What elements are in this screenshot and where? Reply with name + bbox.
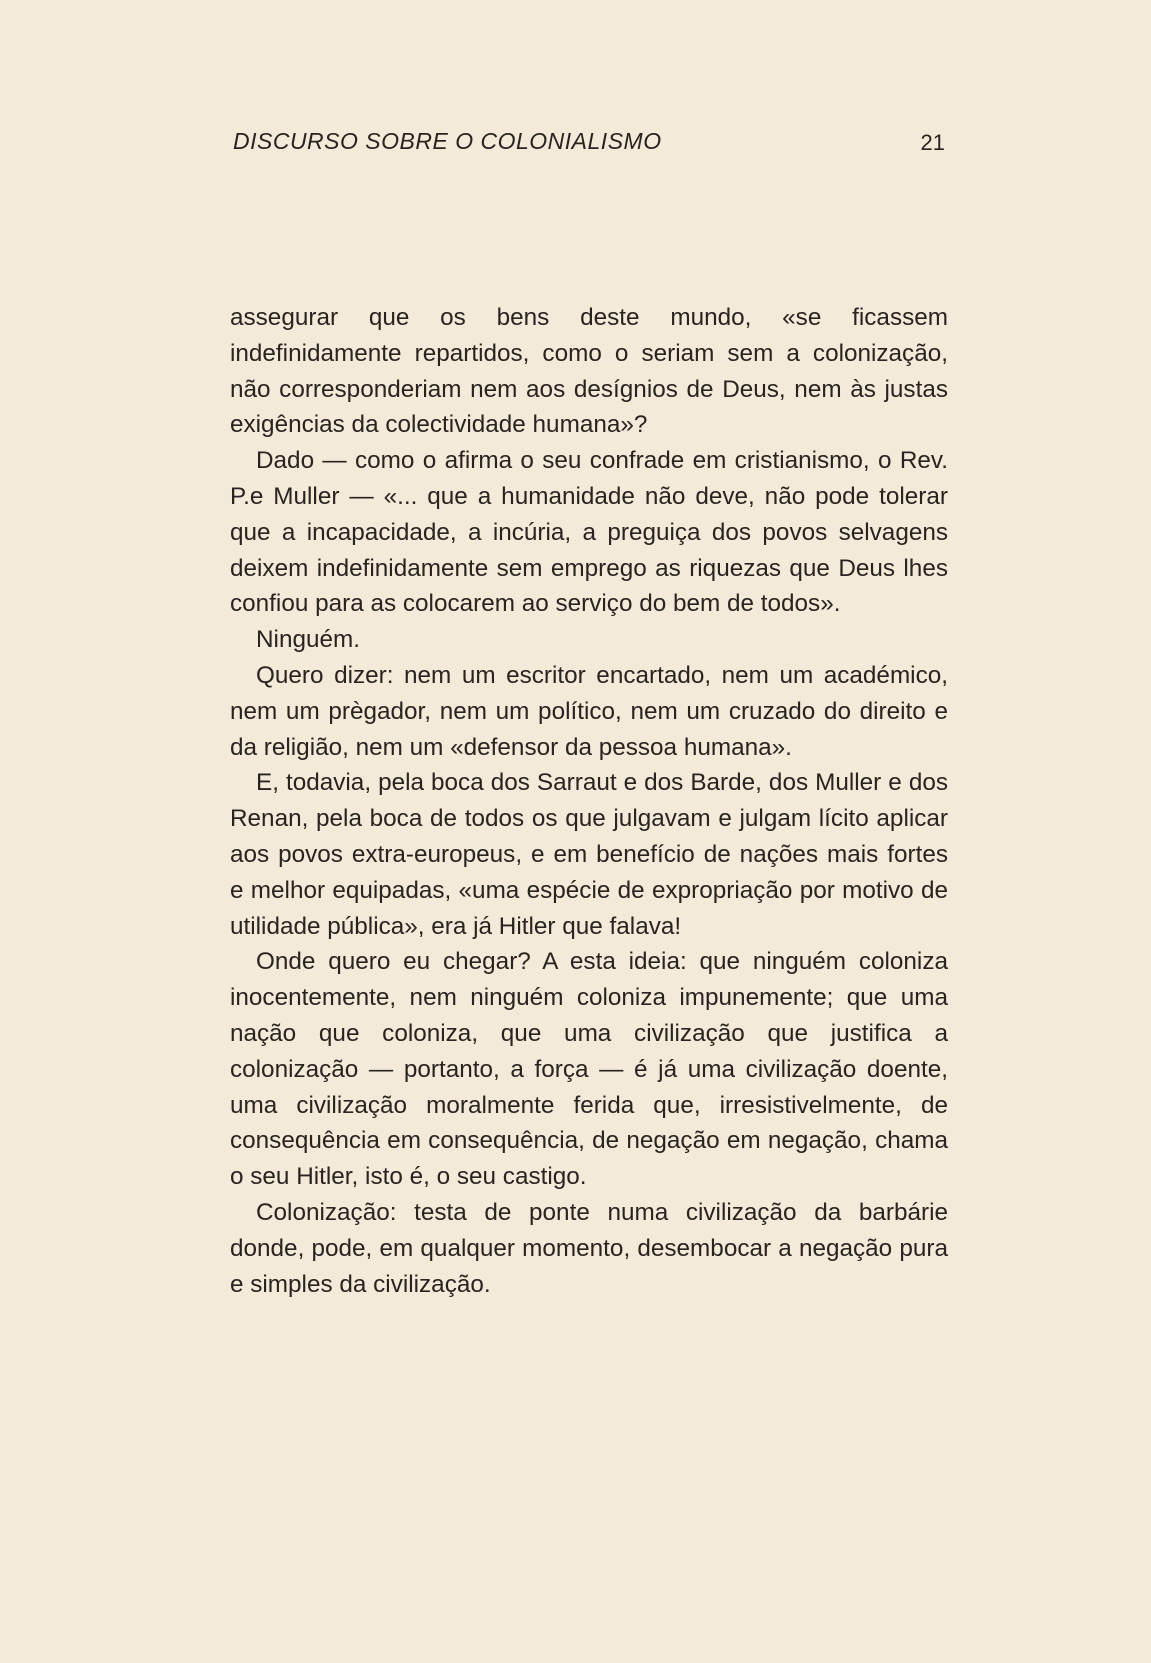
running-head-title: DISCURSO SOBRE O COLONIALISMO (233, 128, 662, 154)
paragraph-7: Colonização: testa de ponte numa civilização da barbárie donde, pode, em qualquer momento, desembocar a negação pura e simples da civilização. (230, 1198, 948, 1298)
paragraph-2: Dado — como o afirma o seu confrade em cristianismo, o Rev. P.e Muller — «... que a humanidade não deve, não pode tolerar que a incapacidade, a incúria, a preguiça dos povos selvagens deixem indefinidamente sem emprego as riquezas que Deus lhes confiou para as colocarem ao serviço do bem de todos». (230, 447, 948, 618)
paragraph-5: E, todavia, pela boca dos Sarraut e dos Barde, dos Muller e dos Renan, pela boca de todos os que julgavam e julgam lícito aplicar aos povos extra-europeus, e em benefício de nações mais fortes e melhor equipadas, «uma espécie de expropriação por motivo de utilidade pública», era já Hitler que falava! (230, 769, 948, 940)
page-number: 21 (920, 130, 945, 155)
paragraph-4: Quero dizer: nem um escritor encartado, nem um académico, nem um prègador, nem um político, nem um cruzado do direito e da religião, nem um «defensor da pessoa humana». (230, 661, 948, 761)
paragraph-3: Ninguém. (256, 626, 360, 654)
paragraph-6: Onde quero eu chegar? A esta ideia: que ninguém coloniza inocentemente, nem ninguém coloniza impunemente; que uma nação que coloniza, que uma civilização que justifica a colonização — portanto, a força — é já uma civilização doente, uma civilização moralmente ferida que, irresistivelmente, de consequência em consequência, de negação em negação, chama o seu Hitler, isto é, o seu castigo. (230, 948, 948, 1191)
body-text (230, 300, 948, 1302)
running-header (233, 128, 945, 164)
paragraph-1: assegurar que os bens deste mundo, «se ficassem indefinidamente repartidos, como o seriam sem a colonização, não corresponderiam nem aos desígnios de Deus, nem às justas exigências da colectividade humana»? (230, 304, 948, 439)
